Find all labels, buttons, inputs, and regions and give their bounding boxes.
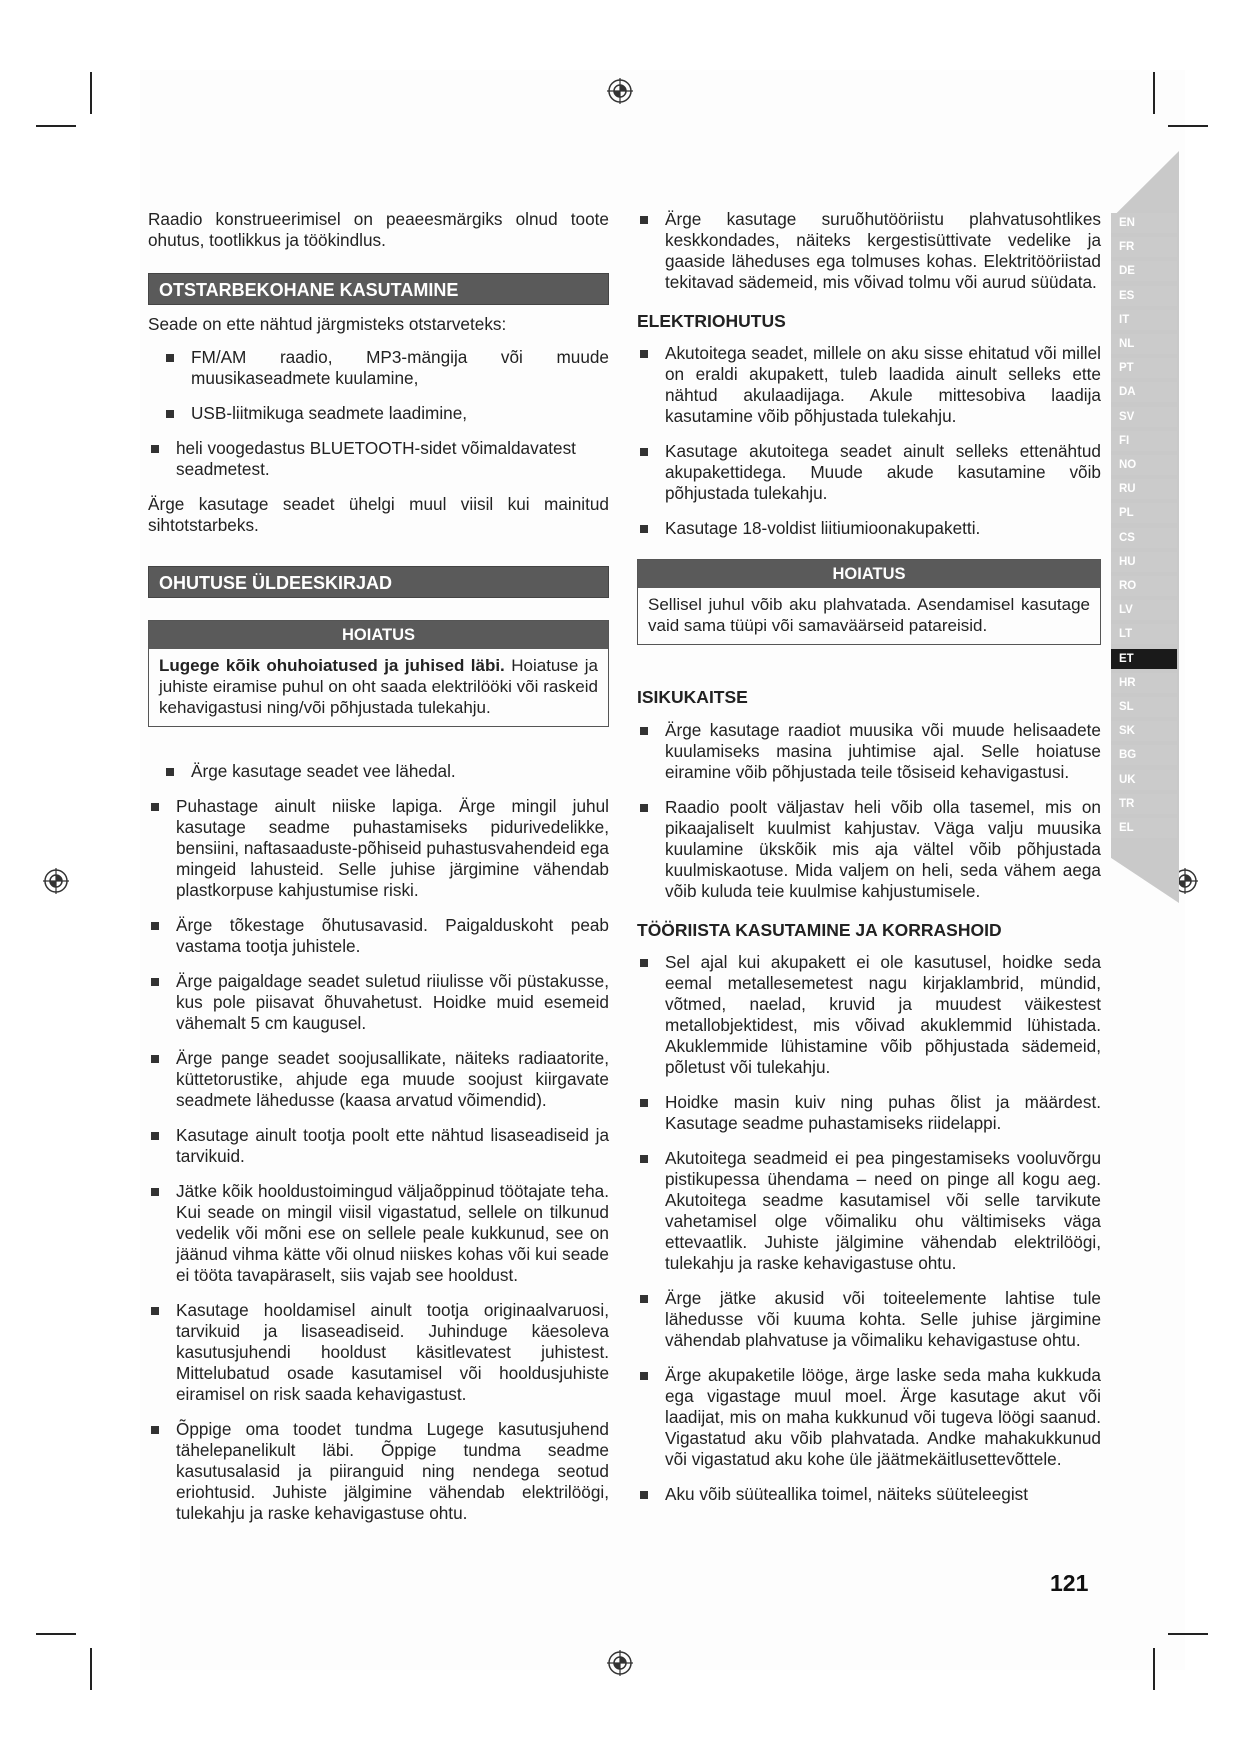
list-item: Sel ajal kui akupakett ei ole kasutusel, hoidke seda eemal metallesemetest nagu kirjaklambrid, mündid, võtmed, naelad, kruvid ja muudest väikestest metallobjektidest, mis võivad akuklemmid lühistada. Akuklemmide lühistamine võib põhjustada sädemeid, põletust või tulekahju. xyxy=(637,952,1101,1078)
registration-mark-icon xyxy=(605,76,635,106)
crop-mark xyxy=(1153,72,1155,114)
right-column xyxy=(637,209,1101,1505)
list-item: Kasutage ainult tootja poolt ette nähtud lisaseadiseid ja tarvikuid. xyxy=(148,1125,609,1167)
language-tab-no: NO xyxy=(1111,455,1177,475)
tool-heading: TÖÖRIISTA KASUTAMINE JA KORRASHOID xyxy=(637,920,1002,940)
registration-mark-icon xyxy=(605,1648,635,1678)
language-tab-pt: PT xyxy=(1111,358,1177,378)
warning-bold: Lugege kõik ohuhoiatused ja juhised läbi. xyxy=(159,656,505,675)
language-tab-fi: FI xyxy=(1111,431,1177,451)
language-tab-bg: BG xyxy=(1111,745,1177,765)
usage-closing: Ärge kasutage seadet ühelgi muul viisil kui mainitud sihtotstarbeks. xyxy=(148,494,609,535)
list-item: Õppige oma toodet tundma Lugege kasutusjuhend tähelepanelikult läbi. Õppige tundma seadme kasutusalasid ja piiranguid ning nendega seotud eriohtusid. Juhiste jälgimine vähendab elektrilöögi, tulekahju ja raske kehavigastuse ohtu. xyxy=(148,1419,609,1524)
list-item: Aku võib süüteallika toimel, näiteks süüteleegist xyxy=(637,1484,1101,1505)
page-number: 121 xyxy=(1050,1570,1089,1596)
registration-mark-icon xyxy=(41,866,71,896)
list-item: USB-liitmikuga seadmete laadimine, xyxy=(148,403,609,424)
language-tab-sl: SL xyxy=(1111,697,1177,717)
list-item: Ärge kasutage suruõhutööriistu plahvatusohtlikes keskkondades, näiteks kergestisüttivate vedelike ja gaaside läheduses ega tolmuses kohas. Elektritööriistad tekitavad sädemeid, mis võivad tolmu või aurud süüdata. xyxy=(637,209,1101,293)
list-item: Raadio poolt väljastav heli võib olla tasemel, mis on pikaajaliselt kuulmist kahjustav. Väga valju muusika kuulamine ükskõik mis aja vältel võib põhjustada kuulmiskaotuse. Mida valjem on heli, seda vähem aega võib kuluda teie kuulmise kahjustumisele. xyxy=(637,797,1101,902)
right-top-list xyxy=(637,209,1101,293)
language-tab-et: ET xyxy=(1111,649,1177,669)
language-tab-pl: PL xyxy=(1111,503,1177,523)
list-item: Kasutage 18-voldist liitiumioonakupaketti. xyxy=(637,518,1101,539)
list-item: Akutoitega seadmeid ei pea pingestamiseks vooluvõrgu pistikupessa ühendama – need on pinge all kogu aeg. Akutoitega seadme kasutamisel või selle tarvikute vahetamisel olge võimaliku ohu vältimiseks väga ettevaatlik. Juhiste jälgimine vähendab elektrilöögi, tulekahju ja raske kehavigastuse ohtu. xyxy=(637,1148,1101,1274)
language-tab-lv: LV xyxy=(1111,600,1177,620)
list-item: heli voogedastus BLUETOOTH-sidet võimaldavatest seadmetest. xyxy=(148,438,609,480)
safety-list xyxy=(148,796,609,1524)
list-item: Kasutage hooldamisel ainult tootja originaalvaruosi, tarvikuid ja lisaseadiseid. Juhinduge käesoleva kasutusjuhendi hooldust käsitlevatest juhistest. Mittelubatud osade kasutamisel või hooldusjuhiste eiramisel on risk saada kehavigastust. xyxy=(148,1300,609,1405)
language-tab-el: EL xyxy=(1111,818,1177,838)
personal-list xyxy=(637,720,1101,902)
tool-list xyxy=(637,952,1101,1505)
language-tab-hu: HU xyxy=(1111,552,1177,572)
list-item: Ärge jätke akusid või toiteelemente lahtise tule lähedusse või kuuma kohta. Selle juhise järgimine vähendab plahvatuse ja võimaliku kehavigastuse ohtu. xyxy=(637,1288,1101,1351)
crop-mark xyxy=(90,72,92,114)
list-item: Ärge kasutage raadiot muusika või muude helisaadete kuulamiseks masina juhtimise ajal. Selle hoiatuse eiramine võib põhjustada teile tõsiseid kehavigastusi. xyxy=(637,720,1101,783)
language-tab-sk: SK xyxy=(1111,721,1177,741)
language-tab-hr: HR xyxy=(1111,673,1177,693)
list-item: Ärge kasutage seadet vee lähedal. xyxy=(148,761,609,782)
safety-list-first xyxy=(148,761,609,782)
personal-heading: ISIKUKAITSE xyxy=(637,687,748,707)
language-tab-fr: FR xyxy=(1111,237,1177,257)
usage-list-2 xyxy=(148,438,609,480)
list-item: FM/AM raadio, MP3-mängija või muude muusikaseadmete kuulamine, xyxy=(148,347,609,389)
crop-mark xyxy=(36,125,76,127)
electric-warning-box xyxy=(637,559,1101,645)
electric-heading: ELEKTRIOHUTUS xyxy=(637,311,786,331)
list-item: Ärge tõkestage õhutusavasid. Paigalduskoht peab vastama tootja juhistele. xyxy=(148,915,609,957)
language-tab-ru: RU xyxy=(1111,479,1177,499)
list-item: Hoidke masin kuiv ning puhas õlist ja määrdest. Kasutage seadme puhastamiseks riidelappi. xyxy=(637,1092,1101,1134)
language-tab-uk: UK xyxy=(1111,770,1177,790)
warning-body: Sellisel juhul võib aku plahvatada. Asendamisel kasutage vaid sama tüüpi või samaväärseid patareisid. xyxy=(648,595,1090,635)
crop-mark xyxy=(1153,1648,1155,1690)
usage-lead: Seade on ette nähtud järgmisteks otstarveteks: xyxy=(148,314,507,334)
language-tab-lt: LT xyxy=(1111,624,1177,644)
list-item: Ärge pange seadet soojusallikate, näiteks radiaatorite, küttetorustike, ahjude ega muude soojust kiirgavate seadmete lähedusse (kaasa arvatud võimendid). xyxy=(148,1048,609,1111)
language-tab-it: IT xyxy=(1111,310,1177,330)
electric-list xyxy=(637,343,1101,539)
language-tab-nl: NL xyxy=(1111,334,1177,354)
left-column xyxy=(148,209,609,1524)
list-item: Akutoitega seadet, millele on aku sisse ehitatud või millel on eraldi akupakett, tuleb laadida ainult selleks ette nähtud akulaadijaga. Akule mittesobiva laadija kasutamine võib põhjustada tulekahju. xyxy=(637,343,1101,427)
language-tab-es: ES xyxy=(1111,286,1177,306)
crop-mark xyxy=(1168,1633,1208,1635)
safety-warning-box xyxy=(148,620,609,727)
crop-mark xyxy=(90,1648,92,1690)
warning-text: Hoiatuse ja juhiste eiramise puhul on oht saada elektrilööki või raskeid kehavigastusi ning/või põhjustada tulekahju. xyxy=(159,656,598,717)
warning-title: HOIATUS xyxy=(638,560,1100,588)
language-tab-de: DE xyxy=(1111,261,1177,281)
crop-mark xyxy=(1168,125,1208,127)
list-item: Jätke kõik hooldustoimingud väljaõppinud töötajate teha. Kui seade on mingil viisil vigastatud, sellele on tilkunud vedelik või mõni ese on sellele peale kukkunud, see on jäänud vihma kätte või olnud niiskes kohas või kui seade ei tööta tavapäraselt, siis vajab see hooldust. xyxy=(148,1181,609,1286)
language-tab-da: DA xyxy=(1111,382,1177,402)
language-tab-ro: RO xyxy=(1111,576,1177,596)
language-tab-sv: SV xyxy=(1111,407,1177,427)
language-tab-cs: CS xyxy=(1111,528,1177,548)
warning-body xyxy=(149,649,608,726)
usage-list xyxy=(148,347,609,424)
list-item: Ärge paigaldage seadet suletud riiulisse või püstakusse, kus pole piisavat õhuvahetust. Hoidke muid esemeid vähemalt 5 cm kaugusel. xyxy=(148,971,609,1034)
language-tab-tr: TR xyxy=(1111,794,1177,814)
list-item: Puhastage ainult niiske lapiga. Ärge mingil juhul kasutage seadme puhastamiseks pidurivedelikke, bensiini, naftasaaduste-põhiseid puhastusvahendeid ega mingeid lahusteid. Selle juhise järgimine vähendab plastkorpuse kahjustumise riski. xyxy=(148,796,609,901)
list-item: Ärge akupaketile lööge, ärge laske seda maha kukkuda ega vigastage muul moel. Ärge kasutage akut või laadijat, mis on maha kukkunud või tugeva löögi saanud. Vigastatud aku võib plahvatada. Andke mahakukkunud või vigastatud aku kohe üle jäätmekäitlusettevõttele. xyxy=(637,1365,1101,1470)
list-item: Kasutage akutoitega seadet ainult selleks ettenähtud akupakettidega. Muude akude kasutamine võib põhjustada tulekahju. xyxy=(637,441,1101,504)
crop-mark xyxy=(36,1633,76,1635)
safety-heading: OHUTUSE ÜLDEESKIRJAD xyxy=(148,566,609,598)
usage-heading: OTSTARBEKOHANE KASUTAMINE xyxy=(148,273,609,305)
warning-title: HOIATUS xyxy=(149,621,608,649)
language-tab-en: EN xyxy=(1111,213,1177,233)
intro-text: Raadio konstrueerimisel on peaeesmärgiks olnud toote ohutus, tootlikkus ja töökindlus. xyxy=(148,209,609,250)
